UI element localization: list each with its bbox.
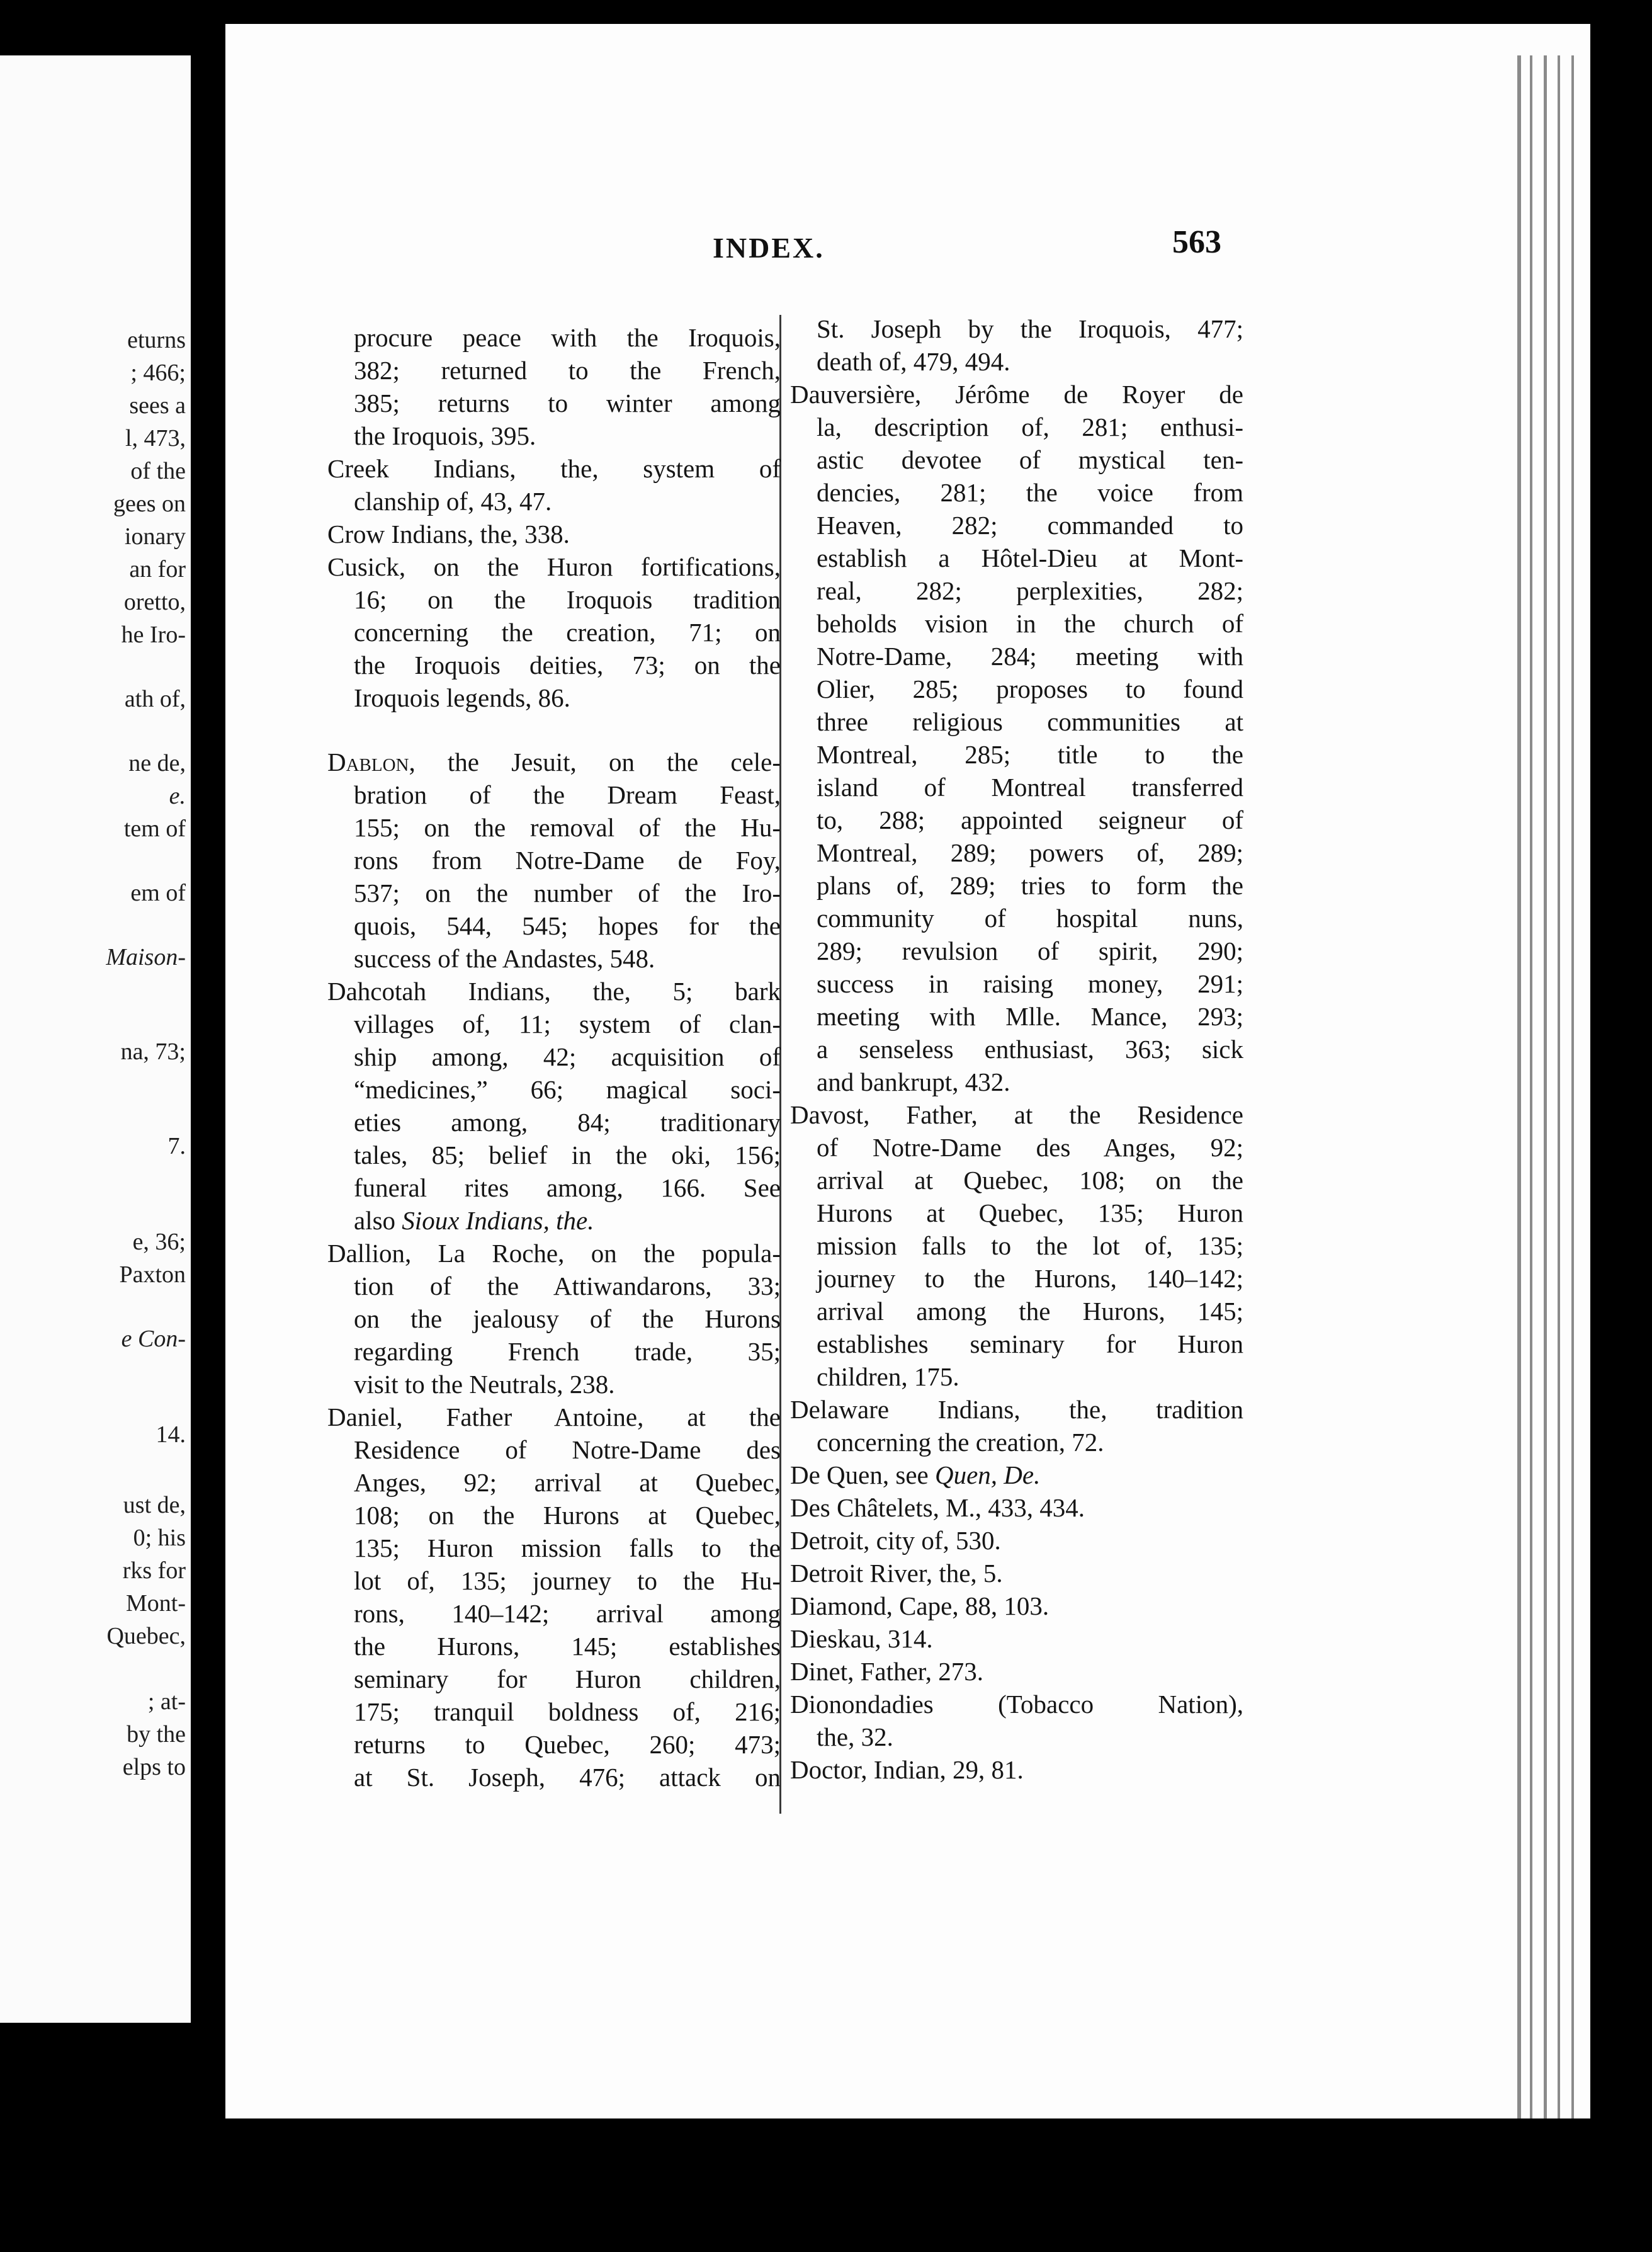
facing-page-line: an for	[129, 556, 186, 583]
index-line: procure peace with the Iroquois,	[354, 323, 781, 352]
index-line: concerning the creation, 72.	[817, 1428, 1104, 1457]
index-line-text: De Quen, see	[790, 1460, 929, 1489]
index-column-left	[327, 0, 806, 2252]
index-entry-head	[327, 747, 781, 777]
index-line: mission falls to the lot of, 135;	[817, 1231, 1243, 1260]
index-entry-head: Davost, Father, at the Residence	[790, 1100, 1243, 1129]
page-number: 563	[1172, 224, 1221, 260]
index-headword: Dablon	[327, 748, 409, 776]
index-entry-head: Doctor, Indian, 29, 81.	[790, 1755, 1024, 1784]
index-line: regarding French trade, 35;	[354, 1337, 781, 1366]
facing-page-line: sees a	[129, 392, 186, 419]
index-line: success in raising money, 291;	[817, 969, 1243, 998]
facing-page-line: Quebec,	[106, 1623, 186, 1649]
index-line: success of the Andastes, 548.	[354, 944, 655, 973]
index-line: seminary for Huron children,	[354, 1664, 781, 1693]
index-line: 135; Huron mission falls to the	[354, 1533, 781, 1562]
index-entry-head: Delaware Indians, the, tradition	[790, 1395, 1243, 1424]
page-edge	[1544, 55, 1547, 2118]
facing-page-line: ionary	[124, 523, 186, 550]
page-edge	[1517, 55, 1521, 2118]
index-line: journey to the Hurons, 140–142;	[817, 1264, 1243, 1293]
index-line: clanship of, 43, 47.	[354, 487, 552, 516]
facing-page-line: by the	[127, 1721, 186, 1748]
index-line: 537; on the number of the Iro-	[354, 879, 781, 907]
facing-page-line: ; 466;	[130, 360, 186, 386]
facing-page-line: Mont-	[126, 1590, 186, 1617]
index-line: and bankrupt, 432.	[817, 1067, 1010, 1096]
index-line: meeting with Mlle. Mance, 293;	[817, 1002, 1243, 1031]
index-line: la, description of, 281; enthusi-	[817, 412, 1243, 441]
index-line: tales, 85; belief in the oki, 156;	[354, 1140, 781, 1169]
facing-page-line: he Iro-	[121, 622, 186, 648]
index-line: St. Joseph by the Iroquois, 477;	[817, 314, 1243, 343]
facing-page-line: oretto,	[123, 589, 186, 615]
index-line: arrival at Quebec, 108; on the	[817, 1166, 1243, 1195]
facing-page-line: em of	[130, 880, 186, 906]
index-line: Olier, 285; proposes to found	[817, 674, 1243, 703]
index-line: 16; on the Iroquois tradition	[354, 585, 781, 614]
facing-page-line: 7.	[167, 1133, 186, 1159]
index-line: concerning the creation, 71; on	[354, 618, 781, 647]
index-line: 155; on the removal of the Hu-	[354, 813, 781, 842]
index-line	[354, 1205, 781, 1236]
facing-page-line: gees on	[113, 491, 186, 517]
index-entry-head: Detroit, city of, 530.	[790, 1526, 1001, 1555]
facing-page-line: ath of,	[124, 686, 186, 712]
index-line: the, 32.	[817, 1722, 893, 1751]
index-line: three religious communities at	[817, 707, 1243, 736]
facing-page-line: l, 473,	[125, 425, 186, 452]
index-line: Hurons at Quebec, 135; Huron	[817, 1198, 1243, 1227]
index-line: rons, 140–142; arrival among	[354, 1599, 781, 1628]
index-line: tion of the Attiwandarons, 33;	[354, 1271, 781, 1300]
facing-page-line: Paxton	[119, 1261, 186, 1288]
index-line: arrival among the Hurons, 145;	[817, 1297, 1243, 1326]
index-line: plans of, 289; tries to form the	[817, 871, 1243, 900]
index-line: lot of, 135; journey to the Hu-	[354, 1566, 781, 1595]
facing-page-line: e, 36;	[132, 1229, 186, 1255]
facing-page-line: ust de,	[123, 1492, 186, 1518]
index-line: “medicines,” 66; magical soci-	[354, 1075, 781, 1104]
index-line: eties among, 84; traditionary	[354, 1108, 781, 1137]
index-line: a senseless enthusiast, 363; sick	[817, 1035, 1243, 1064]
index-entry-head: Dauversière, Jérôme de Royer de	[790, 380, 1243, 409]
index-entry-head: Dahcotah Indians, the, 5; bark	[327, 977, 781, 1006]
index-line: Notre-Dame, 284; meeting with	[817, 642, 1243, 671]
index-line: Iroquois legends, 86.	[354, 683, 570, 712]
index-line: island of Montreal transferred	[817, 773, 1243, 802]
index-line: of Notre-Dame des Anges, 92;	[817, 1133, 1243, 1162]
facing-page-line: na, 73;	[120, 1038, 186, 1065]
facing-page-line: ; at-	[147, 1688, 186, 1715]
index-entry-head	[790, 1460, 1243, 1490]
index-line: Montreal, 285; title to the	[817, 740, 1243, 769]
index-line: the Iroquois, 395.	[354, 421, 536, 450]
running-title: INDEX.	[713, 232, 825, 264]
index-line: Montreal, 289; powers of, 289;	[817, 838, 1243, 867]
cross-reference: Sioux Indians, the.	[402, 1206, 594, 1235]
facing-page-line: rks for	[122, 1557, 186, 1584]
index-line: dencies, 281; the voice from	[817, 478, 1243, 507]
index-line: bration of the Dream Feast,	[354, 780, 781, 809]
index-entry-head: Daniel, Father Antoine, at the	[327, 1402, 781, 1431]
index-line: 289; revulsion of spirit, 290;	[817, 936, 1243, 965]
index-line: the Iroquois deities, 73; on the	[354, 651, 781, 680]
facing-page-line: of the	[130, 458, 186, 484]
index-entry-head: Dinet, Father, 273.	[790, 1657, 983, 1686]
index-entry-head: Des Châtelets, M., 433, 434.	[790, 1493, 1085, 1522]
index-line-text: , the Jesuit, on the cele-	[409, 748, 781, 776]
index-column-right	[790, 0, 1269, 2252]
index-line: funeral rites among, 166. See	[354, 1173, 781, 1202]
facing-page-line: e Con-	[121, 1326, 186, 1352]
index-line: returns to Quebec, 260; 473;	[354, 1730, 781, 1759]
index-entry-head: Crow Indians, the, 338.	[327, 520, 570, 549]
index-line: 175; tranquil boldness of, 216;	[354, 1697, 781, 1726]
facing-page-line: tem of	[123, 816, 186, 842]
facing-page	[0, 55, 191, 2023]
index-line: quois, 544, 545; hopes for the	[354, 911, 781, 940]
index-line: 382; returned to the French,	[354, 356, 781, 385]
index-entry-head: Creek Indians, the, system of	[327, 454, 781, 483]
index-entry-head: Diamond, Cape, 88, 103.	[790, 1591, 1049, 1620]
index-line: visit to the Neutrals, 238.	[354, 1370, 615, 1399]
index-line: on the jealousy of the Hurons	[354, 1304, 781, 1333]
index-line: establish a Hôtel-Dieu at Mont-	[817, 543, 1243, 572]
facing-page-line: elps to	[122, 1754, 186, 1780]
facing-page-line: 0; his	[133, 1525, 186, 1551]
index-line-text: also	[354, 1206, 396, 1235]
index-line: 108; on the Hurons at Quebec,	[354, 1501, 781, 1530]
index-entry-head: Dionondadies (Tobacco Nation),	[790, 1690, 1243, 1719]
index-entry-head: Detroit River, the, 5.	[790, 1559, 1003, 1588]
index-entry-head: Dallion, La Roche, on the popula-	[327, 1239, 781, 1268]
index-line: 385; returns to winter among	[354, 389, 781, 418]
index-entry-head: Cusick, on the Huron fortifications,	[327, 552, 781, 581]
index-line: Heaven, 282; commanded to	[817, 511, 1243, 540]
index-line: astic devotee of mystical ten-	[817, 445, 1243, 474]
index-line: rons from Notre-Dame de Foy,	[354, 846, 781, 875]
facing-page-line: ne de,	[128, 750, 186, 776]
index-line: ship among, 42; acquisition of	[354, 1042, 781, 1071]
cross-reference: Quen, De.	[934, 1460, 1041, 1489]
index-line: establishes seminary for Huron	[817, 1329, 1243, 1358]
facing-page-line: eturns	[127, 327, 186, 353]
index-line: the Hurons, 145; establishes	[354, 1632, 781, 1661]
page-edge	[1558, 55, 1560, 2118]
index-line: children, 175.	[817, 1362, 959, 1391]
index-line: death of, 479, 494.	[817, 347, 1010, 376]
index-line: villages of, 11; system of clan-	[354, 1009, 781, 1038]
index-line: Residence of Notre-Dame des	[354, 1435, 781, 1464]
facing-page-line: 14.	[156, 1421, 186, 1448]
index-line: to, 288; appointed seigneur of	[817, 805, 1243, 834]
facing-page-line: e.	[169, 783, 186, 809]
index-line: community of hospital nuns,	[817, 904, 1243, 933]
facing-page-line: Maison-	[106, 944, 186, 970]
index-line: Anges, 92; arrival at Quebec,	[354, 1468, 781, 1497]
index-entry-head: Dieskau, 314.	[790, 1624, 933, 1653]
index-line: at St. Joseph, 476; attack on	[354, 1763, 781, 1792]
page-edge	[1530, 55, 1532, 2118]
index-line: real, 282; perplexities, 282;	[817, 576, 1243, 605]
index-line: beholds vision in the church of	[817, 609, 1243, 638]
page-edge	[1571, 55, 1574, 2118]
